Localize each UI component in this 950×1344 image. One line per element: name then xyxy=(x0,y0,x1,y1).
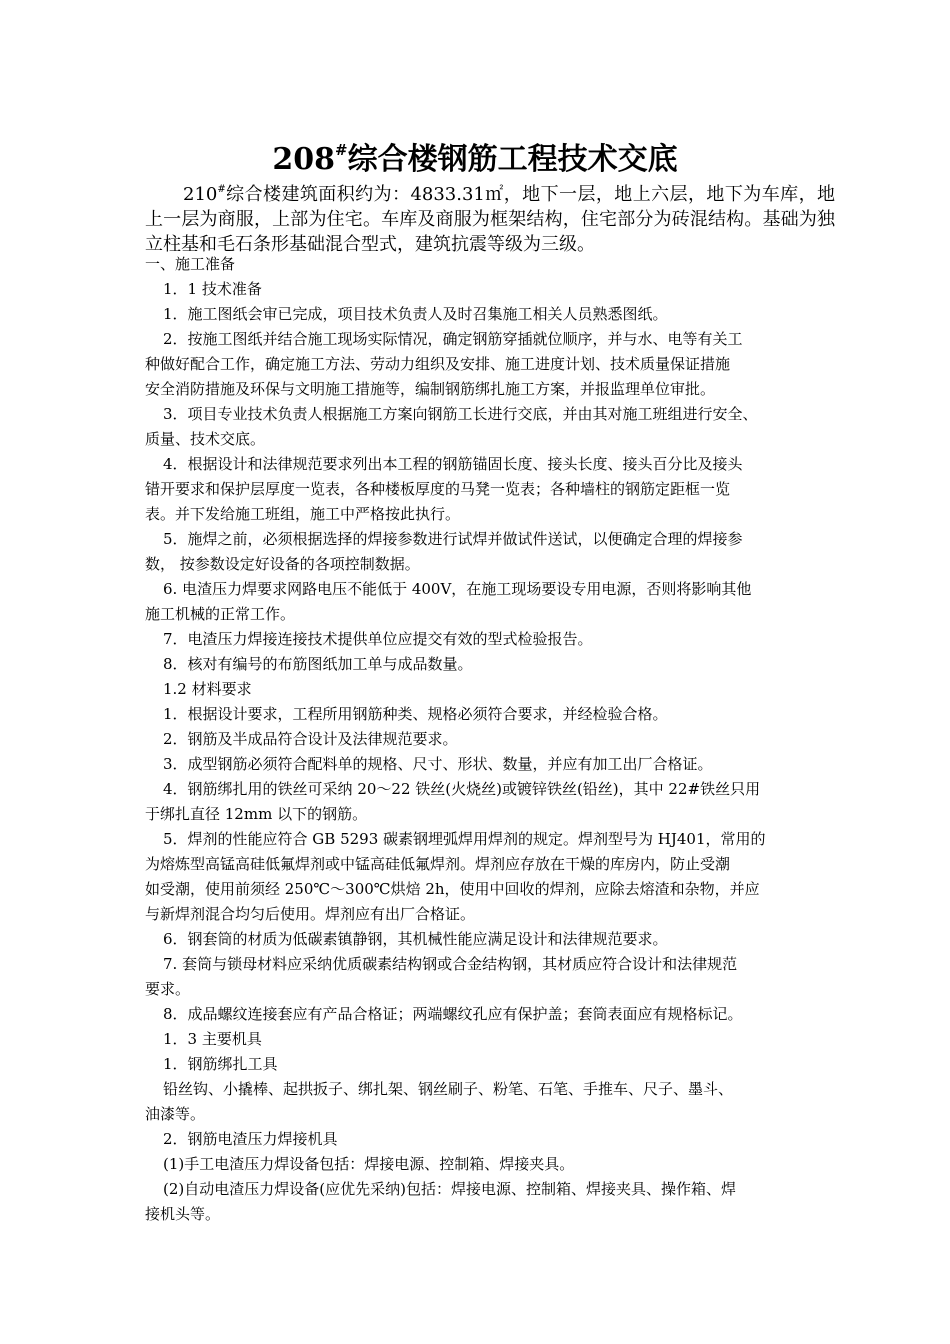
text-line: 2．按施工图纸并结合施工现场实际情况，确定钢筋穿插就位顺序，并与水、电等有关工 xyxy=(163,330,743,348)
text-line: 8．核对有编号的布筋图纸加工单与成品数量。 xyxy=(163,655,473,673)
text-line: 铅丝钩、小撬棒、起拱扳子、绑扎架、钢丝刷子、粉笔、石笔、手推车、尺子、墨斗、 xyxy=(163,1080,734,1098)
text-line: 1.2 材料要求 xyxy=(163,680,252,698)
text-line: 种做好配合工作，确定施工方法、劳动力组织及安排、施工进度计划、技术质量保证措施 xyxy=(145,355,731,373)
text-line: 油漆等。 xyxy=(145,1105,206,1123)
text-line: 错开要求和保护层厚度一览表，各种楼板厚度的马凳一览表；各种墙柱的钢筋定距框一览 xyxy=(145,480,731,498)
title-text: 综合楼钢筋工程技术交底 xyxy=(347,142,678,177)
text-line: 于绑扎直径 12mm 以下的钢筋。 xyxy=(145,805,368,823)
intro-building-number: 210 xyxy=(183,184,218,205)
intro-text: 综合楼建筑面积约为：4833.31㎡，地下一层，地上六层，地下为车库，地上一层为商服，上部为住宅。车库及商服为框架结构，住宅部分为砖混结构。基础为独立柱基和毛石条形基础混合型式，建筑抗震等级为三级。 xyxy=(145,184,835,255)
text-line: 2．钢筋电渣压力焊接机具 xyxy=(163,1130,338,1148)
text-line: 1．1 技术准备 xyxy=(163,280,262,298)
text-line: (1)手工电渣压力焊设备包括：焊接电源、控制箱、焊接夹具。 xyxy=(163,1155,575,1173)
text-line: 施工机械的正常工作。 xyxy=(145,605,296,623)
text-line: 一、施工准备 xyxy=(145,255,236,273)
text-line: 1．钢筋绑扎工具 xyxy=(163,1055,278,1073)
text-line: 6. 电渣压力焊要求网路电压不能低于 400V，在施工现场要设专用电源，否则将影响其他 xyxy=(163,580,752,598)
text-line: 表。并下发给施工班组，施工中严格按此执行。 xyxy=(145,505,461,523)
text-line: 数， 按参数设定好设备的各项控制数据。 xyxy=(145,555,420,573)
text-line: 2．钢筋及半成品符合设计及法律规范要求。 xyxy=(163,730,458,748)
text-line: 为熔炼型高锰高硅低氟焊剂或中锰高硅低氟焊剂。焊剂应存放在干燥的库房内，防止受潮 xyxy=(145,855,731,873)
text-line: 8．成品螺纹连接套应有产品合格证；两端螺纹孔应有保护盖；套筒表面应有规格标记。 xyxy=(163,1005,743,1023)
text-line: 安全消防措施及环保与文明施工措施等，编制钢筋绑扎施工方案，并报监理单位审批。 xyxy=(145,380,716,398)
text-line: 5．施焊之前，必须根据选择的焊接参数进行试焊并做试件送试，以便确定合理的焊接参 xyxy=(163,530,743,548)
document-title xyxy=(0,128,950,182)
text-line: 1．施工图纸会审已完成，项目技术负责人及时召集施工相关人员熟悉图纸。 xyxy=(163,305,668,323)
title-number: 208 xyxy=(272,142,336,177)
text-line: 质量、技术交底。 xyxy=(145,430,266,448)
title-superscript: # xyxy=(335,141,348,159)
text-line: 1．根据设计要求，工程所用钢筋种类、规格必须符合要求，并经检验合格。 xyxy=(163,705,668,723)
text-line: 4．根据设计和法律规范要求列出本工程的钢筋锚固长度、接头长度、接头百分比及接头 xyxy=(163,455,743,473)
text-line: 7．电渣压力焊接连接技术提供单位应提交有效的型式检验报告。 xyxy=(163,630,593,648)
intro-superscript: # xyxy=(217,184,226,195)
text-line: 4．钢筋绑扎用的铁丝可采纳 20～22 铁丝(火烧丝)或镀锌铁丝(铅丝)，其中 22#铁丝只用 xyxy=(163,780,761,798)
text-line: 3．成型钢筋必须符合配料单的规格、尺寸、形状、数量，并应有加工出厂合格证。 xyxy=(163,755,713,773)
text-line: 5．焊剂的性能应符合 GB 5293 碳素钢埋弧焊用焊剂的规定。焊剂型号为 HJ401，常用的 xyxy=(163,830,766,848)
text-line: 1．3 主要机具 xyxy=(163,1030,262,1048)
text-line: 要求。 xyxy=(145,980,191,998)
text-line: 6．钢套筒的材质为低碳素镇静钢，其机械性能应满足设计和法律规范要求。 xyxy=(163,930,668,948)
text-line: 3．项目专业技术负责人根据施工方案向钢筋工长进行交底，并由其对施工班组进行安全、 xyxy=(163,405,758,423)
text-line: 接机头等。 xyxy=(145,1205,221,1223)
text-line: 如受潮，使用前须经 250℃～300℃烘焙 2h，使用中回收的焊剂，应除去熔渣和杂物，并应 xyxy=(145,880,760,898)
text-line: (2)自动电渣压力焊设备(应优先采纳)包括：焊接电源、控制箱、焊接夹具、操作箱、焊 xyxy=(163,1180,736,1198)
text-line: 与新焊剂混合均匀后使用。焊剂应有出厂合格证。 xyxy=(145,905,476,923)
intro-paragraph xyxy=(145,177,835,257)
text-line: 7. 套筒与锁母材料应采纳优质碳素结构钢或合金结构钢，其材质应符合设计和法律规范 xyxy=(163,955,738,973)
